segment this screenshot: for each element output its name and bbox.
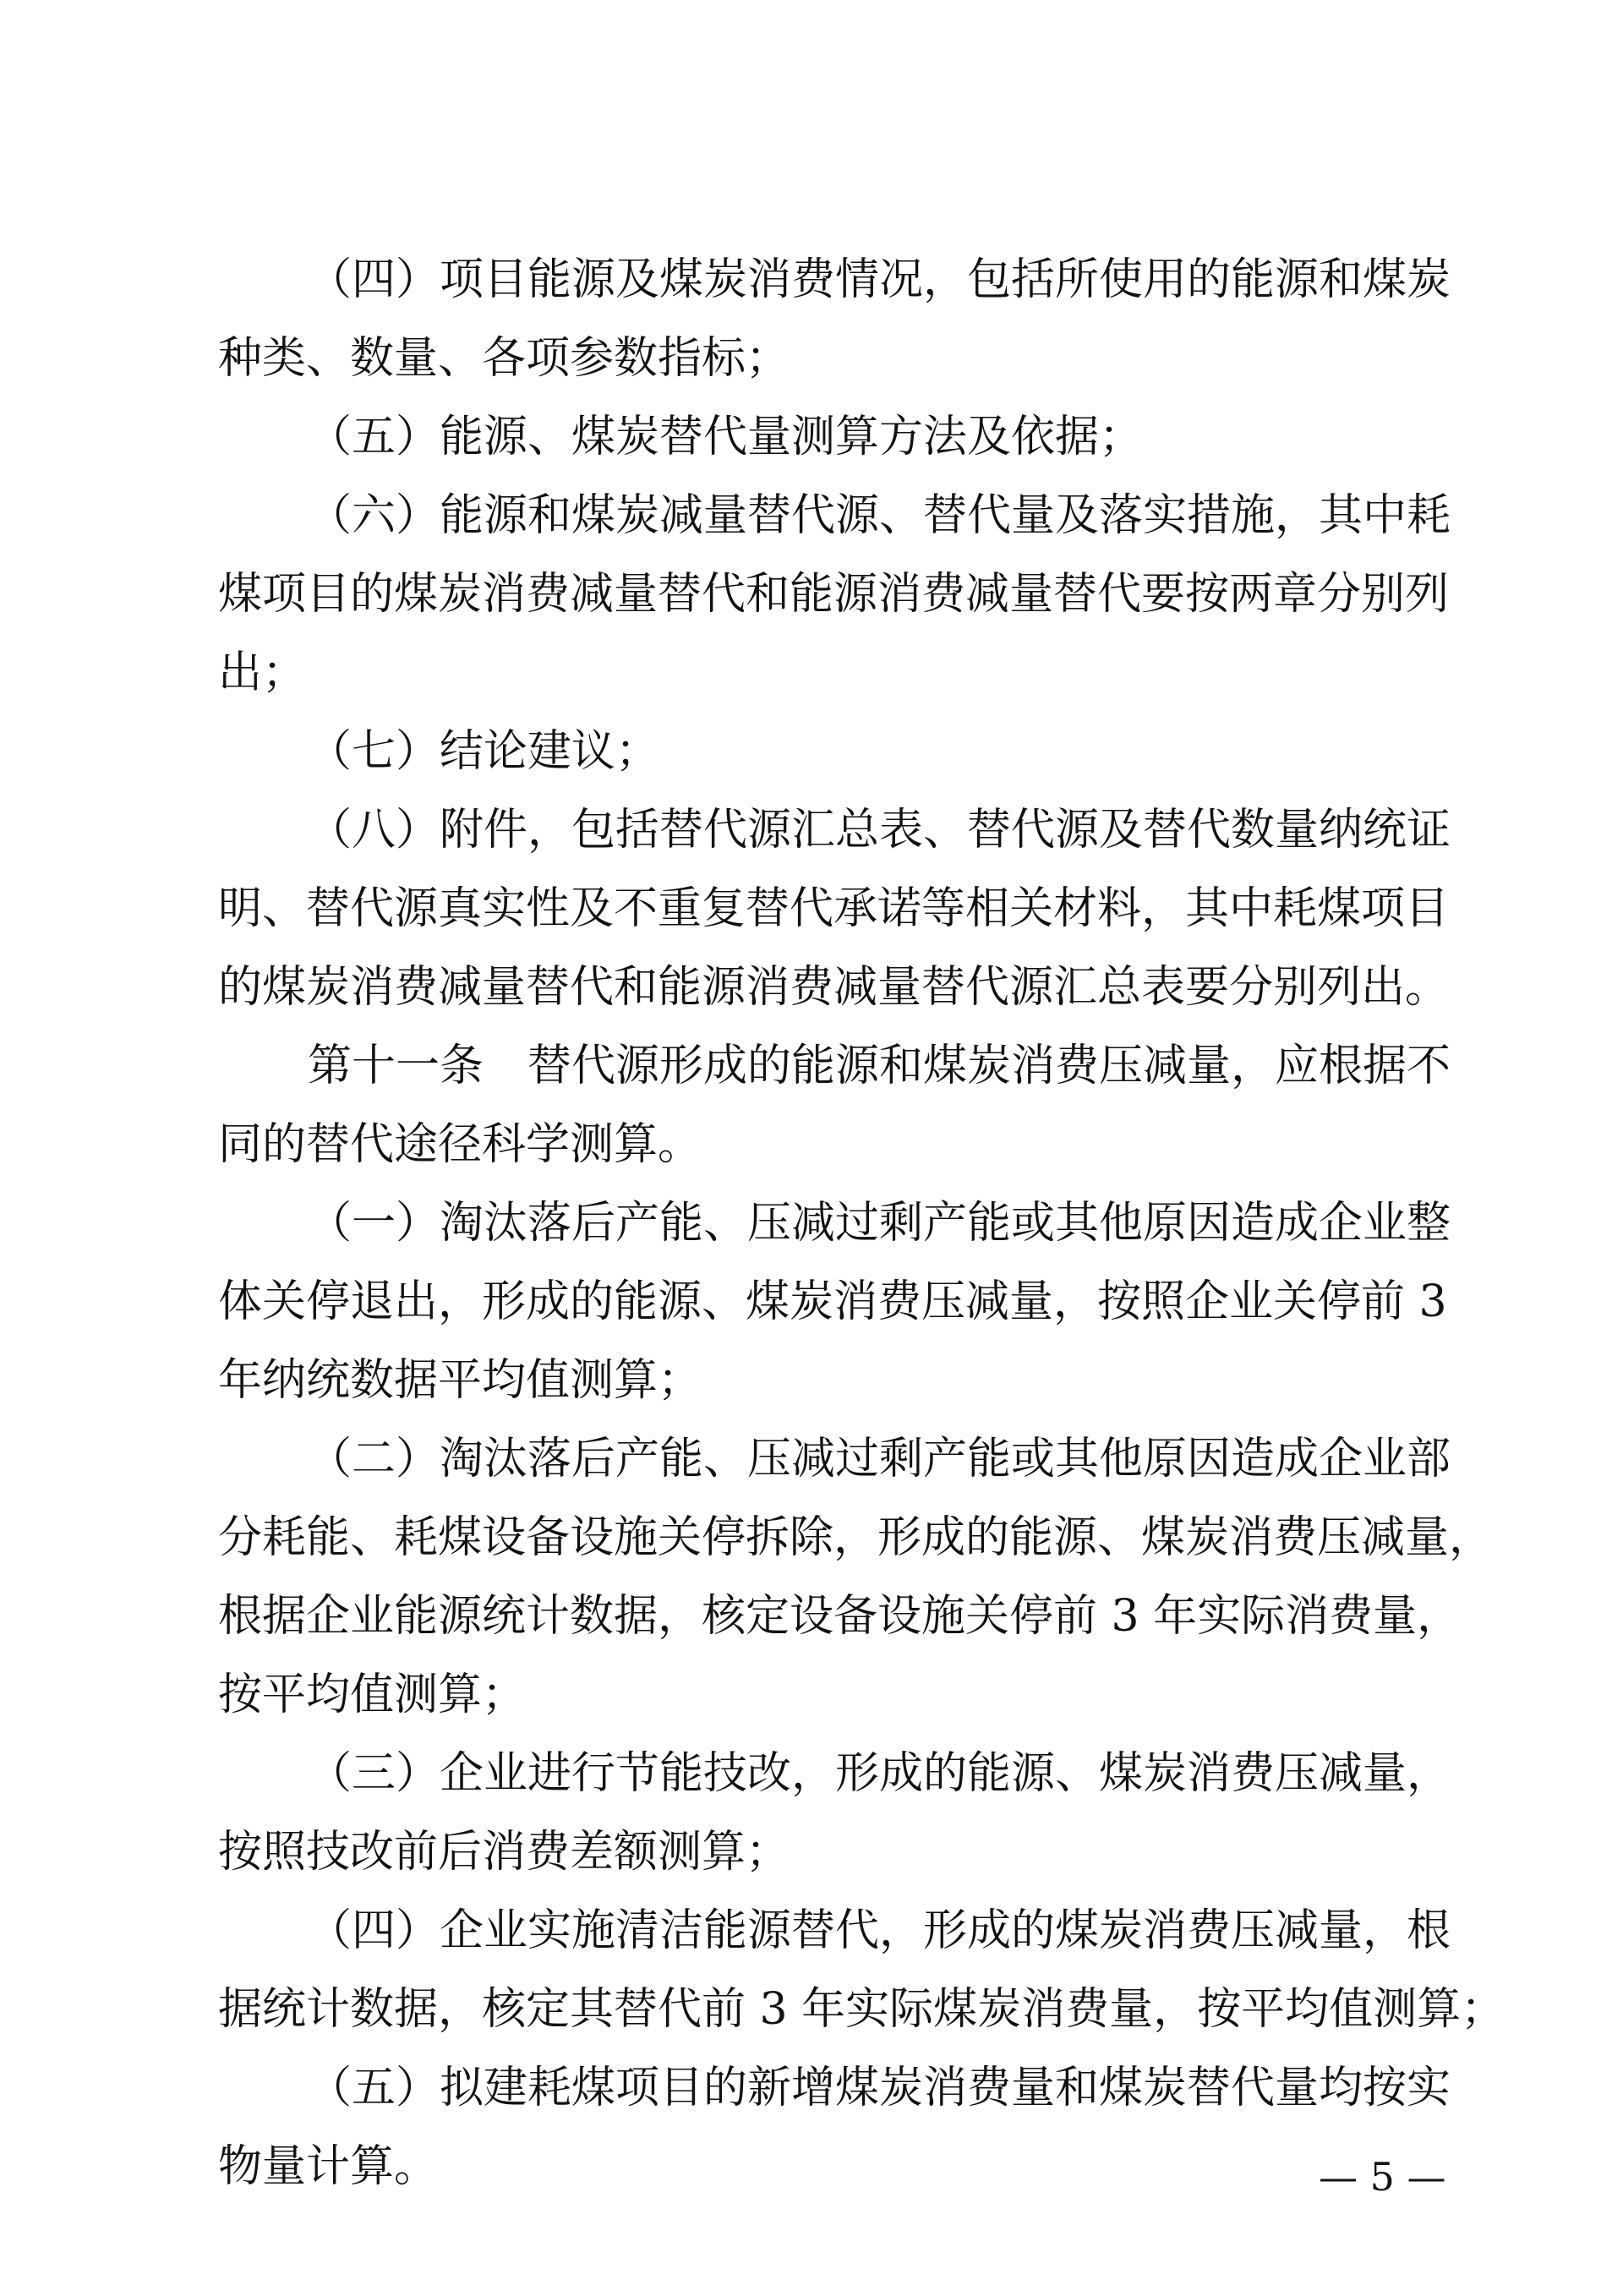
paragraph-item-8-line-2: 明、替代源真实性及不重复替代承诺等相关材料，其中耗煤项目 — [218, 883, 1450, 934]
calc-item-4-line-1: （四）企业实施清洁能源替代，形成的煤炭消费压减量，根 — [308, 1905, 1451, 1956]
paragraph-item-6-line-2: 煤项目的煤炭消费减量替代和能源消费减量替代要按两章分别列 — [218, 569, 1450, 620]
calc-item-5-line-2: 物量计算。 — [218, 2141, 439, 2192]
page-number: — 5 — — [1319, 2154, 1446, 2200]
calc-item-1-line-3: 年纳统数据平均值测算； — [218, 1355, 702, 1406]
calc-item-5-line-1: （五）拟建耗煤项目的新增煤炭消费量和煤炭替代量均按实 — [308, 2063, 1451, 2113]
paragraph-item-7: （七）结论建议； — [308, 726, 660, 777]
calc-item-2-line-2: 分耗能、耗煤设备设施关停拆除，形成的能源、煤炭消费压减量， — [218, 1512, 1494, 1563]
calc-item-2-line-4: 按平均值测算； — [218, 1670, 527, 1720]
calc-item-3-line-1: （三）企业进行节能技改，形成的能源、煤炭消费压减量， — [308, 1748, 1451, 1799]
calc-item-3-line-2: 按照技改前后消费差额测算； — [218, 1827, 790, 1878]
paragraph-item-4-line-2: 种类、数量、各项参数指标； — [218, 333, 790, 384]
article-11-line-1: 第十一条 替代源形成的能源和煤炭消费压减量，应根据不 — [308, 1041, 1451, 1091]
paragraph-item-8-line-1: （八）附件，包括替代源汇总表、替代源及替代数量纳统证 — [308, 805, 1451, 856]
calc-item-2-line-1: （二）淘汰落后产能、压减过剩产能或其他原因造成企业部 — [308, 1434, 1451, 1484]
paragraph-item-8-line-3: 的煤炭消费减量替代和能源消费减量替代源汇总表要分别列出。 — [218, 962, 1450, 1013]
paragraph-item-6-line-3: 出； — [218, 648, 307, 698]
paragraph-item-4-line-1: （四）项目能源及煤炭消费情况，包括所使用的能源和煤炭 — [308, 254, 1451, 305]
calc-item-4-line-2: 据统计数据，核定其替代前 3 年实际煤炭消费量，按平均值测算； — [218, 1984, 1506, 2035]
calc-item-1-line-2: 体关停退出，形成的能源、煤炭消费压减量，按照企业关停前 3 — [218, 1276, 1447, 1327]
paragraph-item-5: （五）能源、煤炭替代量测算方法及依据； — [308, 412, 1144, 462]
article-11-line-2: 同的替代途径科学测算。 — [218, 1119, 702, 1170]
paragraph-item-6-line-1: （六）能源和煤炭减量替代源、替代量及落实措施，其中耗 — [308, 490, 1451, 541]
document-body — [218, 241, 1506, 2206]
calc-item-2-line-3: 根据企业能源统计数据，核定设备设施关停前 3 年实际消费量， — [218, 1591, 1462, 1642]
calc-item-1-line-1: （一）淘汰落后产能、压减过剩产能或其他原因造成企业整 — [308, 1198, 1451, 1249]
